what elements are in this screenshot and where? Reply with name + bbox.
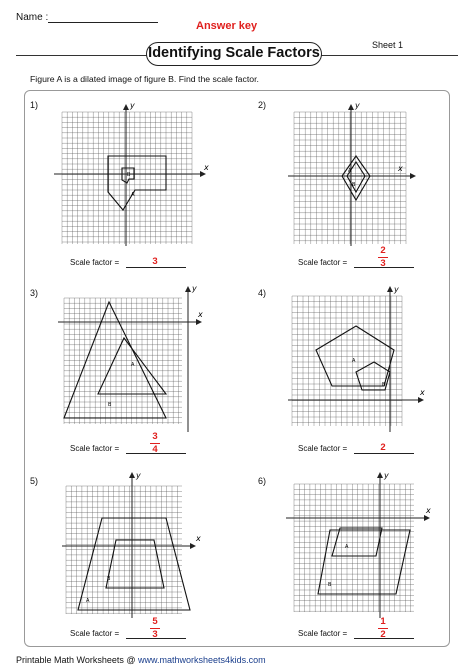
- answer-denominator: 3: [380, 258, 386, 269]
- x-axis-label: x: [204, 163, 209, 172]
- figure-b-label: B: [127, 172, 131, 178]
- answer-numerator: 3: [152, 431, 158, 442]
- problem-4-answer-line[interactable]: [354, 453, 414, 454]
- instructions: Figure A is a dilated image of figure B. Find the scale factor.: [30, 74, 259, 84]
- x-axis-arrow: [410, 173, 416, 179]
- name-field-line[interactable]: [48, 22, 158, 23]
- answer-numerator: 2: [380, 245, 386, 256]
- y-axis-arrow: [123, 104, 129, 110]
- answer-denominator: 3: [152, 629, 158, 640]
- answer-numerator: 5: [152, 616, 158, 627]
- x-axis-label: x: [426, 506, 431, 515]
- problem-4-number: 4): [258, 288, 267, 298]
- problem-1-answer: 3: [152, 256, 158, 267]
- x-axis-arrow: [190, 543, 196, 549]
- x-axis-label: x: [198, 310, 203, 319]
- y-axis-label: y: [136, 471, 141, 480]
- answer-key-label: Answer key: [196, 20, 258, 32]
- x-axis-label: x: [196, 534, 201, 543]
- answer-numerator: 1: [380, 616, 386, 627]
- figure-b: [318, 530, 410, 594]
- y-axis-label: y: [130, 101, 135, 110]
- problem-2-label: Scale factor =: [298, 258, 348, 267]
- figure-b-label: B: [352, 182, 356, 188]
- y-axis-arrow: [129, 472, 135, 478]
- problem-6-graph: [284, 470, 434, 620]
- problem-1-answer-line[interactable]: [126, 267, 186, 268]
- figure-b-label: B: [107, 576, 111, 582]
- problem-6-number: 6): [258, 476, 267, 486]
- x-axis-label: x: [420, 388, 425, 397]
- grid: [64, 298, 182, 424]
- figure-a-label: A: [131, 362, 135, 368]
- grid: [66, 486, 182, 614]
- problem-3-number: 3): [30, 288, 39, 298]
- figure-b: [347, 162, 365, 192]
- figure-a-label: A: [348, 168, 352, 174]
- grid: [292, 296, 402, 426]
- name-label: Name :: [16, 12, 49, 23]
- answer-denominator: 4: [152, 444, 158, 455]
- y-axis-arrow: [185, 286, 191, 292]
- problem-4-label: Scale factor =: [298, 444, 348, 453]
- figure-b-label: B: [108, 402, 112, 408]
- footer-url-link[interactable]: www.mathworksheets4kids.com: [138, 655, 266, 665]
- problem-5-answer: [145, 617, 165, 640]
- figure-a-label: A: [345, 544, 349, 550]
- y-axis-arrow: [377, 472, 383, 478]
- y-axis-label: y: [192, 284, 197, 293]
- figure-a: [316, 326, 394, 386]
- problem-4-answer: 2: [380, 442, 386, 453]
- problem-5-number: 5): [30, 476, 39, 486]
- x-axis-label: x: [398, 164, 403, 173]
- y-axis-label: y: [394, 285, 399, 294]
- figure-a: [78, 518, 190, 610]
- problem-4-graph: [286, 284, 436, 434]
- answer-denominator: 2: [380, 629, 386, 640]
- x-axis-arrow: [424, 515, 430, 521]
- figure-a: [332, 528, 382, 556]
- y-axis-label: y: [384, 471, 389, 480]
- problem-1-label: Scale factor =: [70, 258, 120, 267]
- figure-b-label: B: [382, 382, 386, 388]
- problem-5-graph: [60, 470, 210, 620]
- x-axis-arrow: [196, 319, 202, 325]
- worksheet-title: Identifying Scale Factors: [146, 42, 322, 66]
- figure-a-label: A: [131, 192, 135, 198]
- grid: [294, 112, 406, 244]
- problem-6-answer: [373, 617, 393, 640]
- problem-3-label: Scale factor =: [70, 444, 120, 453]
- y-axis-arrow: [387, 286, 393, 292]
- problem-6-label: Scale factor =: [298, 629, 348, 638]
- problem-2-number: 2): [258, 100, 267, 110]
- problem-1-graph: [50, 100, 210, 250]
- grid: [62, 112, 192, 244]
- footer-prefix: Printable Math Worksheets @: [16, 655, 139, 665]
- figure-a-label: A: [86, 598, 90, 604]
- y-axis-arrow: [348, 104, 354, 110]
- figure-b-label: B: [328, 582, 332, 588]
- problem-3-graph: [56, 284, 206, 434]
- problem-5-label: Scale factor =: [70, 629, 120, 638]
- figure-a-label: A: [352, 358, 356, 364]
- problem-3-answer: [145, 432, 165, 455]
- problem-2-graph: [286, 100, 426, 250]
- x-axis-arrow: [418, 397, 424, 403]
- y-axis-label: y: [355, 101, 360, 110]
- problem-1-number: 1): [30, 100, 39, 110]
- figure-b: [64, 302, 166, 418]
- problem-2-answer: [373, 246, 393, 269]
- footer: [16, 655, 266, 665]
- sheet-number: Sheet 1: [372, 40, 404, 50]
